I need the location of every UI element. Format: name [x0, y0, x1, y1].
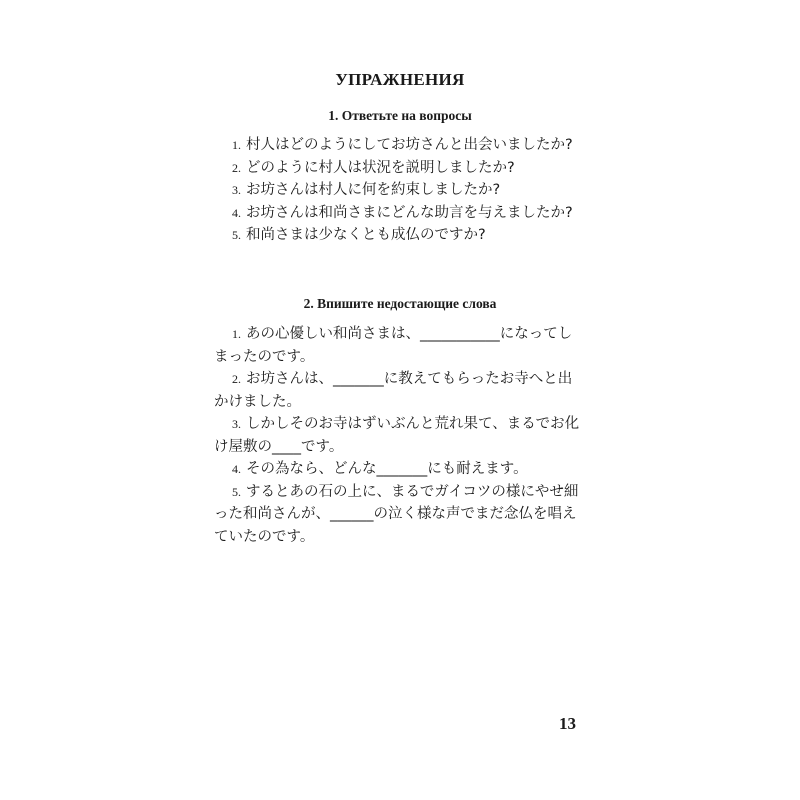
list-item [214, 481, 586, 549]
list-item [214, 458, 586, 481]
item-text: お坊さんは和尚さまにどんな助言を与えましたか? [246, 204, 573, 221]
section-heading-questions: 1. Ответьте на вопросы [328, 108, 472, 123]
list-item [214, 224, 586, 247]
item-number: 4. [232, 205, 241, 220]
section-heading-fill-in: 2. Впишите недостающие слова [303, 296, 497, 311]
list-item [214, 202, 586, 225]
list-item [214, 157, 586, 180]
item-number: 4. [232, 462, 241, 476]
item-text: お坊さんは村人に何を約束しましたか? [246, 182, 501, 198]
item-number: 1. [232, 327, 241, 341]
item-text: お坊さんは、_______に教えてもらったお寺へと出かけました。 [214, 371, 573, 410]
list-item [214, 134, 586, 157]
list-item [214, 179, 586, 202]
fill-in-list [214, 323, 586, 548]
page-title: УПРАЖНЕНИЯ [335, 70, 465, 89]
item-number: 2. [232, 160, 241, 175]
list-item [214, 413, 586, 458]
item-text: その為なら、どんな_______にも耐えます。 [246, 461, 528, 477]
list-item [214, 368, 586, 413]
item-number: 3. [232, 417, 241, 431]
item-text: あの心優しい和尚さまは、___________になってしまったのです。 [214, 326, 573, 365]
item-text: どのように村人は状況を説明しましたか? [246, 159, 515, 176]
item-number: 1. [232, 138, 241, 152]
item-text: 村人はどのようにしてお坊さんと出会いましたか? [246, 137, 573, 153]
item-text: 和尚さまは少なくとも成仏のですか? [246, 227, 486, 243]
questions-list [214, 134, 586, 247]
item-text: するとあの石の上に、まるでガイコツの様にやせ細った和尚さんが、______の泣く様な声でまだ念仏を唱えていたのです。 [214, 483, 579, 545]
item-number: 5. [232, 484, 241, 499]
item-number: 5. [232, 228, 241, 242]
item-number: 3. [232, 183, 241, 197]
item-text: しかしそのお寺はずいぶんと荒れ果て、まるでお化け屋敷の____です。 [214, 416, 580, 455]
item-number: 2. [232, 372, 241, 386]
page-number: 13 [559, 714, 576, 733]
list-item [214, 323, 586, 368]
